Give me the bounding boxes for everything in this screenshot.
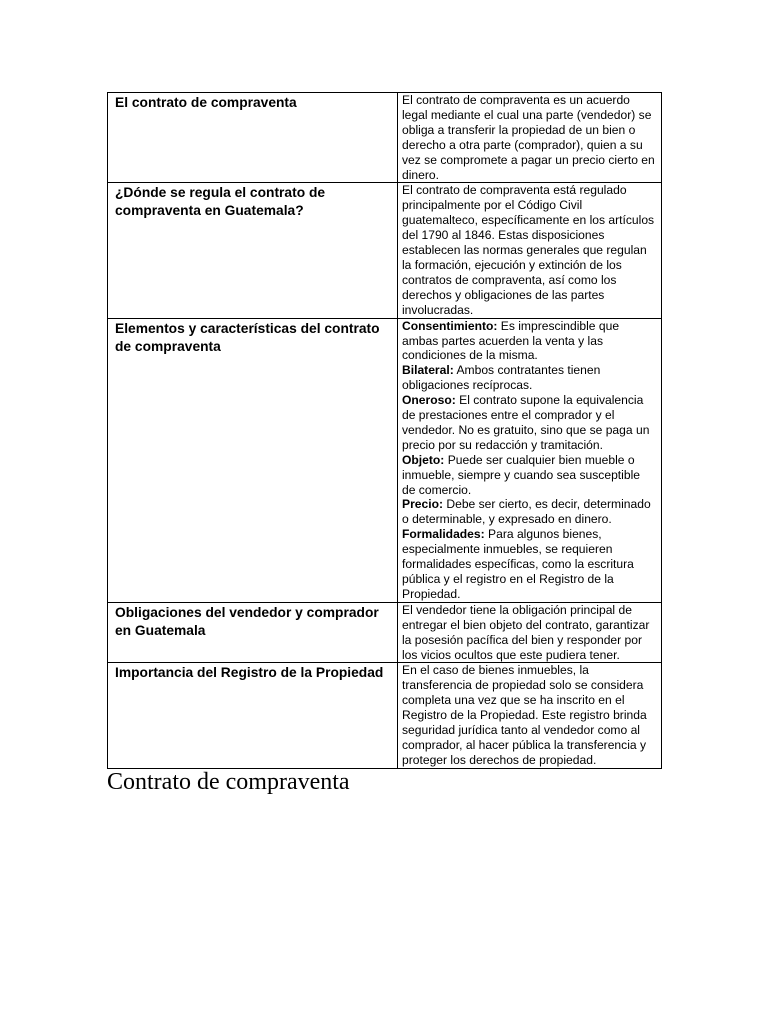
row-label: Elementos y características del contrato de compraventa — [108, 318, 398, 602]
item-text: Es imprescindible que ambas partes acuerden la venta y las condiciones de la misma. — [402, 318, 620, 363]
item-text: Debe ser cierto, es decir, determinado o determinable, y expresado en dinero. — [402, 497, 651, 527]
row-content-elements — [398, 318, 662, 602]
row-content: El contrato de compraventa está regulado principalmente por el Código Civil guatemalteco, específicamente en los artículos del 1790 al 1846. Estas disposiciones establecen las normas generales que regulan la formación, ejecución y extinción de los contratos de compraventa, así como los derechos y obligaciones de las partes involucradas. — [398, 183, 662, 318]
item-text: Para algunos bienes, especialmente inmuebles, se requieren formalidades específicas, como la escritura pública y el registro en el Registro de la Propiedad. — [402, 527, 634, 601]
element-item — [402, 527, 656, 602]
item-text: El contrato supone la equivalencia de prestaciones entre el comprador y el vendedor. No es gratuito, sino que se paga un precio por su redacción y tramitación. — [402, 393, 650, 452]
item-term: Bilateral: — [402, 363, 454, 378]
document-caption: Contrato de compraventa — [107, 769, 350, 795]
table-row — [108, 183, 662, 318]
element-item — [402, 453, 656, 498]
row-label: Obligaciones del vendedor y comprador en Guatemala — [108, 602, 398, 663]
row-content: El contrato de compraventa es un acuerdo legal mediante el cual una parte (vendedor) se obliga a transferir la propiedad de un bien o derecho a otra parte (comprador), quien a su vez se compromete a pagar un precio cierto en dinero. — [398, 93, 662, 183]
item-term: Oneroso: — [402, 393, 456, 408]
row-label: El contrato de compraventa — [108, 93, 398, 183]
item-term: Consentimiento: — [402, 318, 498, 333]
element-item — [402, 319, 656, 364]
table-row — [108, 602, 662, 663]
item-text: Ambos contratantes tienen obligaciones recíprocas. — [402, 363, 601, 393]
table-row — [108, 663, 662, 768]
item-term: Precio: — [402, 497, 443, 512]
row-content: El vendedor tiene la obligación principal de entregar el bien objeto del contrato, garantizar la posesión pacífica del bien y responder por los vicios ocultos que este pudiera tener. — [398, 602, 662, 663]
item-term: Objeto: — [402, 452, 445, 467]
element-item — [402, 497, 656, 527]
table-row — [108, 318, 662, 602]
contract-table — [107, 92, 662, 769]
row-label: Importancia del Registro de la Propiedad — [108, 663, 398, 768]
row-content: En el caso de bienes inmuebles, la transferencia de propiedad solo se considera completa una vez que se ha inscrito en el Registro de la Propiedad. Este registro brinda seguridad jurídica tanto al vendedor como al comprador, al hacer pública la transferencia y proteger los derechos de propiedad. — [398, 663, 662, 768]
item-term: Formalidades: — [402, 527, 485, 542]
element-item — [402, 363, 656, 393]
table-row — [108, 93, 662, 183]
item-text: Puede ser cualquier bien mueble o inmueble, siempre y cuando sea susceptible de comercio. — [402, 452, 640, 497]
element-item — [402, 393, 656, 453]
row-label: ¿Dónde se regula el contrato de compraventa en Guatemala? — [108, 183, 398, 318]
